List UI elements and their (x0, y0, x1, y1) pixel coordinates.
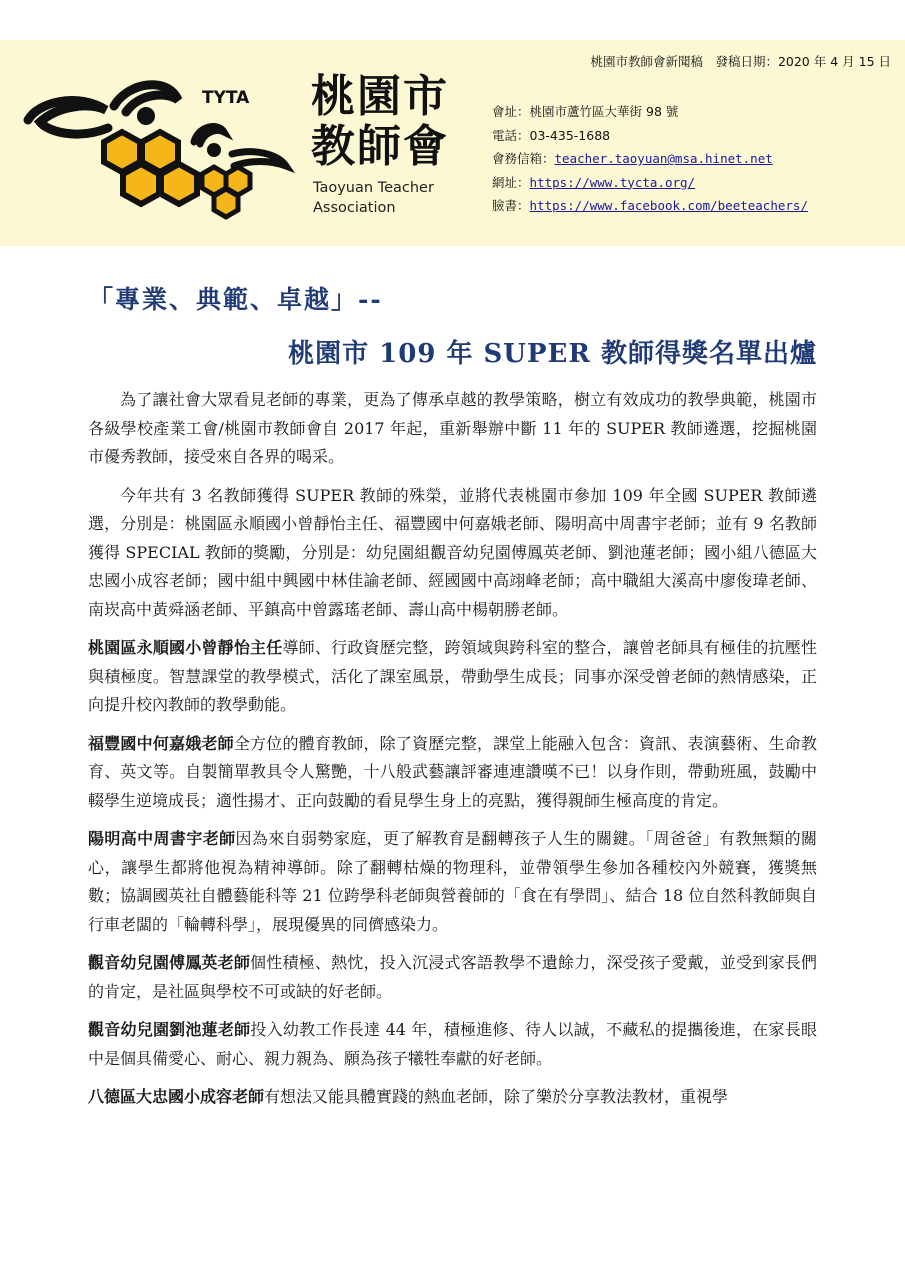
address-label: 會址： (492, 104, 530, 119)
logo-cn-line1: 桃園市 (311, 71, 449, 122)
phone-row (492, 124, 808, 148)
email-label: 會務信箱： (492, 151, 555, 166)
winner-description: 個性積極、熱忱，投入沉浸式客語教學不遺餘力，深受孩子愛戴，並受到家長們的肯定，是社區與學校不可或缺的好老師。 (88, 953, 817, 1001)
winner-name: 八德區大忠國小成容老師 (88, 1087, 265, 1106)
paragraph-winner-3 (88, 825, 817, 939)
winner-description: 有想法又能具體實踐的熱血老師，除了樂於分享教法教材，重視學 (264, 1087, 729, 1106)
logo-en-line1: Taoyuan Teacher (313, 180, 434, 196)
logo-chinese-name (311, 72, 449, 172)
paragraph-winner-6 (88, 1083, 817, 1112)
winner-name: 桃園區永順國小曾靜怡主任 (88, 638, 283, 657)
phone-label: 電話： (492, 127, 530, 143)
paragraph-winner-2 (88, 730, 817, 816)
facebook-row (492, 194, 808, 218)
logo-en-line2: Association (313, 200, 396, 216)
release-date-line: 桃園市教師會新聞稿 發稿日期：2020 年 4 月 15 日 (590, 54, 891, 69)
paragraph-winner-4 (88, 949, 817, 1006)
website-link[interactable]: https://www.tycta.org/ (529, 174, 696, 190)
website-row (492, 171, 808, 195)
winner-name: 福豐國中何嘉娥老師 (88, 733, 234, 753)
address-value: 桃園市蘆竹區大華街 98 號 (529, 104, 679, 119)
winner-description: 全方位的體育教師，除了資歷完整，課堂上能融入包含：資訊、表演藝術、生命教育、英文等。自製簡單教具令人驚艷，十八般武藝讓評審連連讚嘆不已！以身作則，帶動班風，鼓勵中輟學生逆境成長；適性揚才、正向鼓勵的看見學生身上的亮點，獲得親師生極高度的肯定。 (88, 733, 817, 810)
website-label: 網址： (492, 174, 530, 190)
bee-honeycomb-logo-icon (18, 62, 298, 242)
logo-cn-line2: 教師會 (311, 121, 449, 172)
headline-line2: 桃園市 109 年 SUPER 教師得獎名單出爐 (288, 339, 817, 369)
winner-description: 因為來自弱勢家庭，更了解教育是翻轉孩子人生的關鍵。「周爸爸」有教無類的關心，讓學生都將他視為精神導師。除了翻轉枯燥的物理科，並帶領學生參加各種校內外競賽，獲獎無數；協調國英社自體藝能科等 21 位跨學科老師與營養師的「食在有學問」、結合 18 位自然科教師與自行車老闆的「輪轉科學」，展現優異的同儕感染力。 (88, 829, 817, 934)
logo-english-name (313, 178, 434, 218)
paragraph-winner-1 (88, 634, 817, 720)
email-link[interactable]: teacher.taoyuan@msa.hinet.net (554, 151, 773, 166)
winner-description: 導師、行政資歷完整，跨領域與跨科室的整合，讓曾老師具有極佳的抗壓性與積極度。智慧課堂的教學模式，活化了課室風景，帶動學生成長；同事亦深受曾老師的熱情感染，正向提升校內教師的教學動能。 (88, 638, 817, 714)
winner-name: 陽明高中周書宇老師 (88, 829, 236, 848)
letterhead (0, 40, 905, 246)
winner-description: 投入幼教工作長達 44 年，積極進修、待人以誠，不藏私的提攜後進，在家長眼中是個具備愛心、耐心、親力親為、願為孩子犧牲奉獻的好老師。 (88, 1020, 817, 1068)
phone-value: 03-435-1688 (529, 127, 611, 143)
paragraph-intro: 為了讓社會大眾看見老師的專業，更為了傳承卓越的教學策略，樹立有效成功的教學典範，桃園市各級學校產業工會/桃園市教師會自 2017 年起，重新舉辦中斷 11 年的 SUPER 教師遴選，挖掘桃園市優秀教師，接受來自各界的喝采。 (88, 390, 817, 466)
winner-name: 觀音幼兒園劉池蓮老師 (88, 1020, 251, 1039)
facebook-link[interactable]: https://www.facebook.com/beeteachers/ (529, 198, 808, 213)
address-row (492, 100, 808, 124)
headline-line1: 「專業、典範、卓越」-- (88, 285, 383, 314)
article-body (88, 386, 817, 1122)
logo-abbr: TYTA (202, 88, 250, 108)
facebook-label: 臉書： (492, 198, 530, 213)
email-row (492, 147, 808, 171)
contact-info (492, 100, 808, 218)
winner-name: 觀音幼兒園傅鳳英老師 (88, 953, 251, 972)
paragraph-winners: 今年共有 3 名教師獲得 SUPER 教師的殊榮，並將代表桃園市參加 109 年全國 SUPER 教師遴選，分別是：桃園區永順國小曾靜怡主任、福豐國中何嘉娥老師、陽明高中周書宇老師；並有 9 名教師獲得 SPECIAL 教師的獎勵，分別是：幼兒園組觀音幼兒園傅鳳英老師、劉池蓮老師；國小組八德區大忠國小成容老師；國中組中興國中林佳諭老師、經國國中高翊峰老師；高中職組大溪高中廖俊瑋老師、南崁高中黃舜涵老師、平鎮高中曾露瑤老師、壽山高中楊朝勝老師。 (88, 485, 817, 619)
paragraph-winner-5 (88, 1016, 817, 1073)
